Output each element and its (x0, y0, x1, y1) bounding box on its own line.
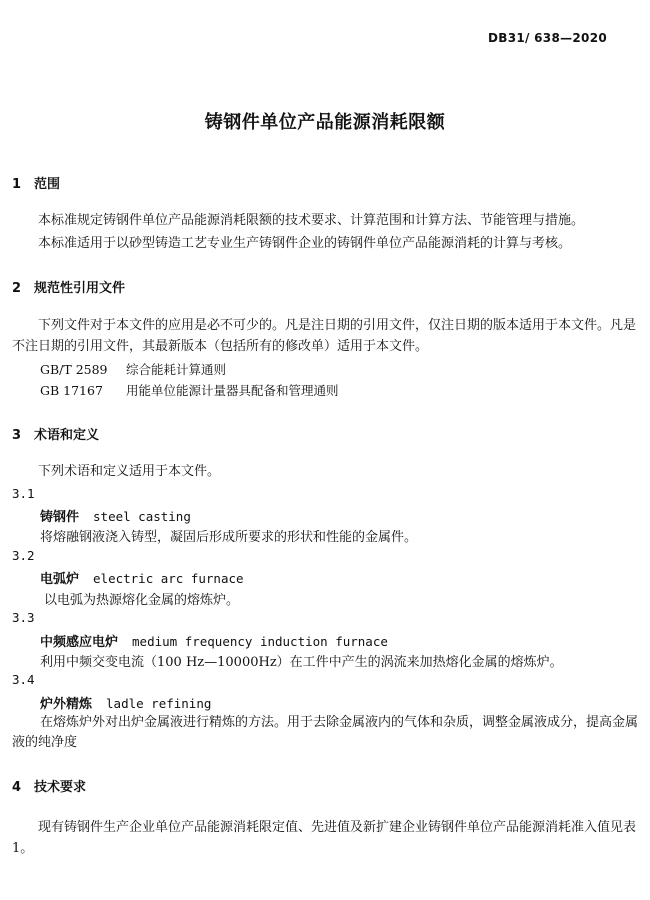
section-number: 2 (12, 281, 22, 296)
term-number: 3.2 (12, 548, 35, 563)
term-heading (40, 568, 244, 587)
reference-title: 综合能耗计算通则 (126, 362, 227, 377)
section-3-heading (12, 424, 99, 443)
term-english: steel casting (93, 509, 191, 524)
term-definition: 以电弧为热源熔化金属的熔炼炉。 (44, 593, 240, 608)
section-4-paragraph: 现有铸钢件生产企业单位产品能源消耗限定值、先进值及新扩建企业铸钢件单位产品能源消耗准入值见表 1。 (12, 820, 637, 856)
section-number: 1 (12, 177, 22, 192)
section-1-paragraph-1: 本标准规定铸钢件单位产品能源消耗限额的技术要求、计算范围和计算方法、节能管理与措施。 (38, 213, 585, 228)
term-chinese: 炉外精炼 (40, 697, 93, 712)
term-chinese: 铸钢件 (40, 510, 80, 525)
reference-item (40, 360, 226, 378)
section-2-paragraph: 下列文件对于本文件的应用是必不可少的。凡是注日期的引用文件，仅注日期的版本适用于本文件。凡是不注日期的引用文件，其最新版本（包括所有的修改单）适用于本文件。 (12, 318, 637, 354)
term-english: medium frequency induction furnace (132, 634, 388, 649)
term-chinese: 电弧炉 (40, 572, 80, 587)
term-definition: 将熔融钢液浇入铸型，凝固后形成所要求的形状和性能的金属件。 (40, 530, 418, 545)
term-english: ladle refining (106, 696, 212, 711)
term-chinese: 中频感应电炉 (40, 635, 119, 650)
term-definition: 在熔炼炉外对出炉金属液进行精炼的方法。用于去除金属液内的气体和杂质，调整金属液成分，提高金属液的纯净度 (12, 715, 639, 750)
section-2-heading (12, 277, 125, 296)
section-3-intro: 下列术语和定义适用于本文件。 (38, 464, 221, 479)
section-title: 范围 (34, 177, 61, 192)
document-title: 铸钢件单位产品能源消耗限额 (204, 112, 446, 133)
section-1-paragraph-2: 本标准适用于以砂型铸造工艺专业生产铸钢件企业的铸钢件单位产品能源消耗的计算与考核。 (38, 236, 572, 251)
term-number: 3.3 (12, 610, 35, 625)
term-number: 3.4 (12, 672, 35, 687)
section-4-heading (12, 776, 86, 795)
section-title: 规范性引用文件 (34, 281, 126, 296)
section-number: 4 (12, 780, 22, 795)
section-number: 3 (12, 428, 22, 443)
term-number: 3.1 (12, 486, 35, 501)
reference-code: GB 17167 (40, 383, 103, 398)
section-title: 技术要求 (34, 780, 87, 795)
term-english: electric arc furnace (93, 571, 244, 586)
section-1-heading (12, 173, 60, 192)
term-heading (40, 506, 191, 525)
term-heading (40, 631, 388, 650)
reference-code: GB/T 2589 (40, 362, 108, 377)
reference-item (40, 381, 339, 399)
section-title: 术语和定义 (34, 428, 100, 443)
reference-title: 用能单位能源计量器具配备和管理通则 (126, 383, 339, 398)
term-heading (40, 693, 211, 712)
standard-code: DB31/ 638—2020 (487, 31, 607, 45)
term-definition: 利用中频交变电流（100 Hz—10000Hz）在工件中产生的涡流来加热熔化金属的熔炼炉。 (40, 655, 563, 670)
